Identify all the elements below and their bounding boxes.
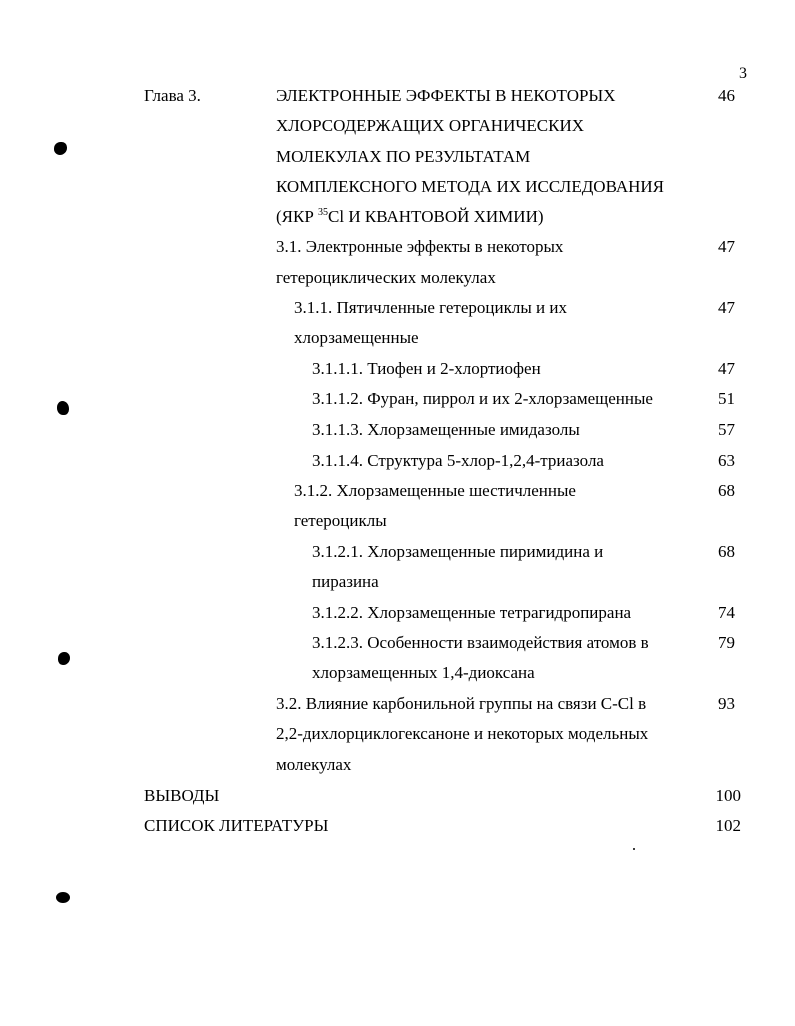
chapter-title-line: (ЯКР $^{35}$Cl И КВАНТОВОЙ ХИМИИ) (276, 207, 544, 226)
toc-entry-references: СПИСОК ЛИТЕРАТУРЫ (144, 816, 329, 835)
toc-entry-line: 3.1.1.2. Фуран, пиррол и их 2-хлорзамещенные (312, 389, 653, 408)
chapter-title-line: КОМПЛЕКСНОГО МЕТОДА ИХ ИССЛЕДОВАНИЯ (276, 177, 665, 196)
toc-entry-line: 3.1. Электронные эффекты в некоторых (276, 237, 564, 256)
scan-speck (633, 848, 635, 850)
toc-entry-line: хлорзамещенных 1,4-диоксана (312, 663, 535, 682)
scan-speck (54, 142, 67, 155)
scan-speck (57, 401, 69, 415)
chapter-title-line: ЭЛЕКТРОННЫЕ ЭФФЕКТЫ В НЕКОТОРЫХ (276, 86, 616, 105)
toc-entry-line: 3.1.1.1. Тиофен и 2-хлортиофен (312, 359, 541, 378)
toc-entry-line: 3.1.2.1. Хлорзамещенные пиримидина и (312, 542, 604, 561)
toc-page-number: 74 (718, 603, 735, 622)
toc-entry-line: молекулах (276, 755, 352, 774)
toc-entry-line: 3.1.1.4. Структура 5-хлор-1,2,4-триазола (312, 451, 604, 470)
toc-entry-line: 3.2. Влияние карбонильной группы на связи C-Cl в (276, 694, 647, 713)
chapter-label: Глава 3. (144, 86, 201, 105)
toc-entry-line: хлорзамещенные (294, 328, 419, 347)
chapter-title-line: ХЛОРСОДЕРЖАЩИХ ОРГАНИЧЕСКИХ (276, 116, 585, 135)
scan-speck (58, 652, 70, 665)
toc-entry-line: пиразина (312, 572, 379, 591)
toc-entry-line: 3.1.2.3. Особенности взаимодействия атомов в (312, 633, 649, 652)
toc-entry-line: гетероциклы (294, 511, 387, 530)
toc-page-number: 63 (718, 451, 735, 470)
scan-speck (56, 892, 70, 903)
toc-entry-line: 3.1.2. Хлорзамещенные шестичленные (294, 481, 576, 500)
toc-entry-line: гетероциклических молекулах (276, 268, 496, 287)
page-number: 3 (739, 65, 747, 82)
toc-page-number: 47 (718, 298, 735, 317)
toc-page-number: 100 (715, 786, 741, 805)
toc-entry-line: 3.1.1.3. Хлорзамещенные имидазолы (312, 420, 580, 439)
toc-entry-conclusions: ВЫВОДЫ (144, 786, 220, 805)
toc-entry-line: 3.1.1. Пятичленные гетероциклы и их (294, 298, 567, 317)
toc-page-number: 57 (718, 420, 735, 439)
toc-page-number: 79 (718, 633, 735, 652)
toc-page-number: 102 (715, 816, 741, 835)
chapter-title-line: МОЛЕКУЛАХ ПО РЕЗУЛЬТАТАМ (276, 147, 531, 166)
toc-page-number: 68 (718, 542, 735, 561)
toc-page-number: 46 (718, 86, 735, 105)
toc-entry-line: 2,2-дихлорциклогексаноне и некоторых модельных (276, 724, 649, 743)
toc-page-number: 68 (718, 481, 735, 500)
toc-page-number: 93 (718, 694, 735, 713)
toc-page-number: 51 (718, 389, 735, 408)
toc-page-number: 47 (718, 237, 735, 256)
toc-page-number: 47 (718, 359, 735, 378)
toc-entry-line: 3.1.2.2. Хлорзамещенные тетрагидропирана (312, 603, 632, 622)
